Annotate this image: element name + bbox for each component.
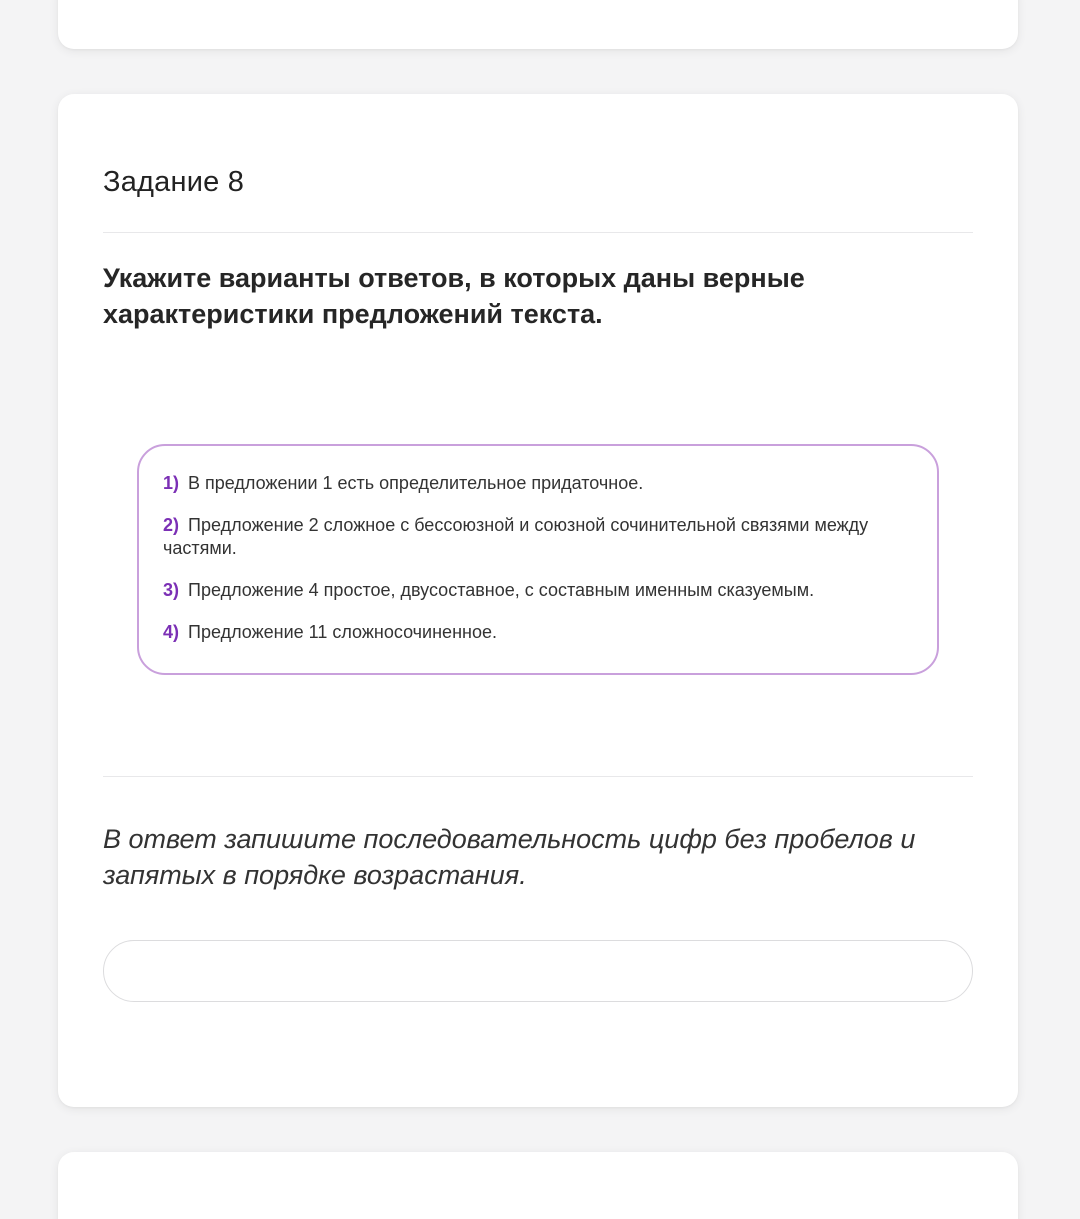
option-item [163,579,913,602]
question-text: Укажите варианты ответов, в которых даны верные характеристики предложений текста. [103,263,805,329]
task-title: Задание 8 [103,166,245,198]
answer-input[interactable] [103,940,973,1002]
option-item [163,514,913,560]
option-text: Предложение 2 сложное с бессоюзной и союзной сочинительной связями между частями. [163,515,869,558]
next-task-card [58,1152,1018,1219]
divider [103,776,973,777]
option-text: Предложение 11 сложносочиненное. [188,622,497,642]
option-number: 3) [163,580,180,600]
option-item [163,621,913,644]
task-card [58,94,1018,1107]
option-text: Предложение 4 простое, двусоставное, с составным именным сказуемым. [188,580,815,600]
divider [103,232,973,233]
option-text: В предложении 1 есть определительное придаточное. [188,473,644,493]
answer-instruction: В ответ запишите последовательность цифр без пробелов и запятых в порядке возрастания. [103,824,916,890]
answer-options-box [137,444,939,675]
option-number: 2) [163,515,180,535]
option-item [163,472,913,495]
option-number: 4) [163,622,180,642]
option-number: 1) [163,473,180,493]
previous-task-card [58,0,1018,49]
